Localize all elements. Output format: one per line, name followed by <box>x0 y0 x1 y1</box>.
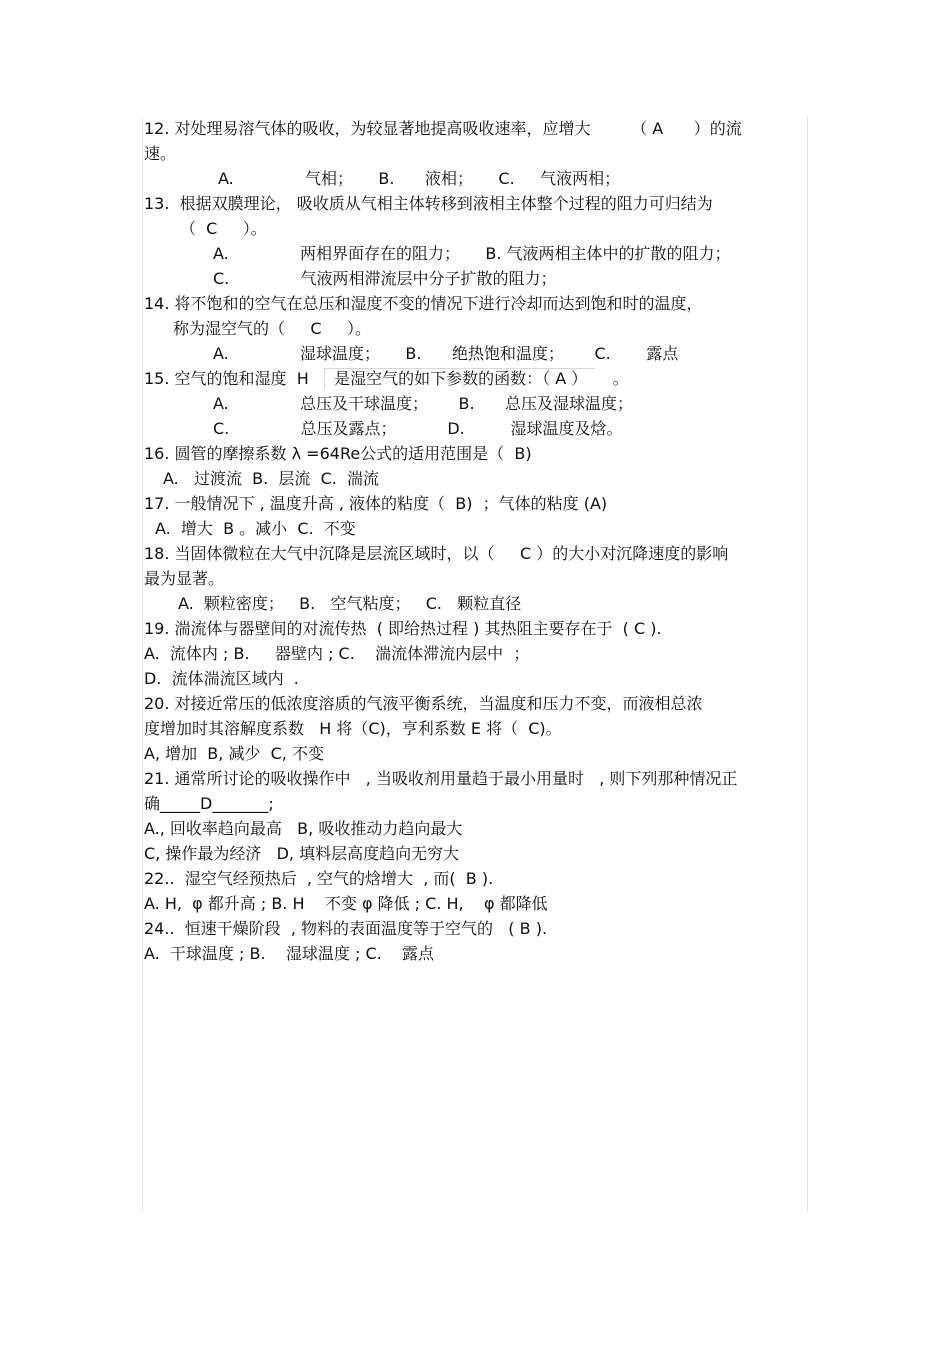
text-line: 13. 根据双膜理论， 吸收质从气相主体转移到液相主体整个过程的阻力可归结为 <box>144 194 713 213</box>
text-line: 22.. 湿空气经预热后 , 空气的焓增大 , 而( B ). <box>144 869 494 888</box>
text-line: A, 增加 B, 减少 C, 不变 <box>144 744 324 763</box>
text-line: 15. 空气的饱和湿度 H 是湿空气的如下参数的函数：（ A ） 。 <box>144 369 629 388</box>
text-line: C. 总压及露点； D. 湿球温度及焓。 <box>213 419 623 438</box>
text-line: 14. 将不饱和的空气在总压和湿度不变的情况下进行冷却而达到饱和时的温度， <box>144 294 703 313</box>
text-line: 最为显著。 <box>144 569 225 588</box>
text-line: 17. 一般情况下 , 温度升高 , 液体的粘度（ B) ；气体的粘度 (A) <box>144 494 608 513</box>
text-line: 24.. 恒速干燥阶段 , 物料的表面温度等于空气的 ( B ). <box>144 919 548 938</box>
text-line: A. 湿球温度； B. 绝热饱和温度； C. 露点 <box>213 344 679 363</box>
text-line: 确_____D_______; <box>144 794 274 813</box>
text-line: A. 气相； B. 液相； C. 气液两相； <box>218 169 621 188</box>
text-line: A. 流体内 ; B. 器壁内 ; C. 湍流体滞流内层中 ； <box>144 644 530 663</box>
text-line: 度增加时其溶解度系数 H 将（C)，亨利系数 E 将（ C)。 <box>144 719 562 738</box>
text-line: A. 两相界面存在的阻力； B. 气液两相主体中的扩散的阻力； <box>213 244 731 263</box>
text-line: A. 过渡流 B. 层流 C. 湍流 <box>163 469 380 488</box>
text-line: C. 气液两相滞流层中分子扩散的阻力； <box>213 269 557 288</box>
text-line: 称为湿空气的（ C ）。 <box>173 319 372 338</box>
text-line: A. 干球温度 ; B. 湿球温度 ; C. 露点 <box>144 944 435 963</box>
text-line: 12. 对处理易溶气体的吸收，为较显著地提高吸收速率，应增大 （ A ）的流 <box>144 119 742 138</box>
text-line: 速。 <box>144 144 177 163</box>
text-line: 20. 对接近常压的低浓度溶质的气液平衡系统，当温度和压力不变，而液相总浓 <box>144 694 703 713</box>
text-line: 21. 通常所讨论的吸收操作中 , 当吸收剂用量趋于最小用量时 , 则下列那种情况正 <box>144 769 738 788</box>
text-line: 16. 圆管的摩擦系数 λ =64Re公式的适用范围是（ B) <box>144 444 532 463</box>
text-line: A. 颗粒密度； B. 空气粘度； C. 颗粒直径 <box>178 594 522 613</box>
text-line: A., 回收率趋向最高 B, 吸收推动力趋向最大 <box>144 819 463 838</box>
text-line: 18. 当固体微粒在大气中沉降是层流区域时，以（ C ）的大小对沉降速度的影响 <box>144 544 729 563</box>
text-line: A. H, φ 都升高 ; B. H 不变 φ 降低 ; C. H, φ 都降低 <box>144 894 548 913</box>
text-line: A. 增大 B 。减小 C. 不变 <box>155 519 356 538</box>
text-line: A. 总压及干球温度； B. 总压及湿球温度； <box>213 394 634 413</box>
text-line: 19. 湍流体与器壁间的对流传热 ( 即给热过程 ) 其热阻主要存在于 ( C ). <box>144 619 662 638</box>
text-line: D. 流体湍流区域内 . <box>144 669 299 688</box>
text-line: C, 操作最为经济 D, 填料层高度趋向无穷大 <box>144 844 460 863</box>
text-line: （ C ）。 <box>180 219 267 238</box>
